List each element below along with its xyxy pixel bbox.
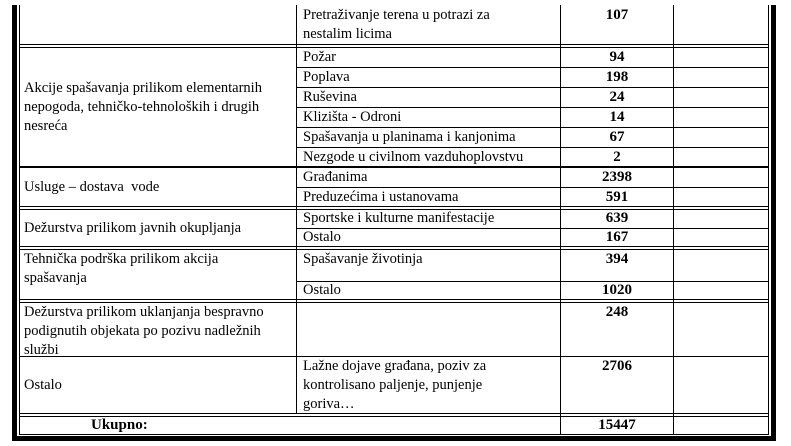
count-value: 591 [605,189,629,205]
subcategory-label: Poplava [303,69,350,85]
subcategory-label: Lažne dojave građana, poziv za kontrolisano paljenje, punjenje goriva… [303,358,487,412]
subcategory-label: Požar [303,49,337,65]
count-value: 167 [605,229,629,245]
subcategory-label: Ruševina [303,89,357,105]
count-value: 639 [605,210,629,226]
row-divider [296,67,769,68]
row-divider-double [19,44,769,45]
count-value: 94 [609,49,625,65]
subcategory-label: Nezgode u civilnom vazduhoplovstvu [303,149,524,165]
count-value: 198 [605,69,629,85]
group-label [20,5,296,44]
count-value: 1020 [602,282,632,298]
count-value: 24 [609,89,625,105]
count-value: 14 [609,109,625,125]
count-value: 67 [609,129,625,145]
subcategory-label: Ostalo [303,229,341,245]
group-label: Dežurstva prilikom uklanjanja bespravno podignutih objekata po pozivu nadležnih službi [24,304,264,358]
total-label: Ukupno: [91,417,148,433]
group-label: Akcije spašavanja prilikom elementarnih nepogoda, tehničko-tehnoloških i drugih nesreća [24,79,262,134]
row-divider [296,87,769,88]
subcategory-label: Preduzećima i ustanovama [303,189,459,205]
subcategory-label: Klizišta - Odroni [303,109,402,125]
subcategory-label: Sportske i kulturne manifestacije [303,210,495,226]
group-label: Usluge – dostava vode [24,178,160,195]
subcategory-label: Ostalo [303,282,341,298]
row-divider [296,228,769,229]
count-value: 2706 [602,358,632,374]
count-value: 107 [605,7,629,23]
subcategory-label: Pretraživanje terena u potrazi za nestalim licima [303,7,490,42]
total-value: 15447 [598,417,636,433]
count-value: 2 [613,149,621,165]
subcategory-label: Građanima [303,169,368,185]
row-divider [296,281,769,282]
group-label: Dežurstva prilikom javnih okupljanja [24,219,242,236]
count-value: 248 [605,304,629,320]
count-value: 2398 [602,169,632,185]
group-label: Ostalo [24,376,62,393]
column-divider [673,5,674,434]
subcategory-label: Spašavanja u planinama i kanjonima [303,129,516,145]
count-value: 394 [605,251,629,267]
group-label: Tehnička podrška prilikom akcija spašavanja [24,251,219,286]
column-divider [768,5,769,434]
subcategory-label: Spašavanje životinja [303,251,423,267]
statistics-table [19,5,769,434]
